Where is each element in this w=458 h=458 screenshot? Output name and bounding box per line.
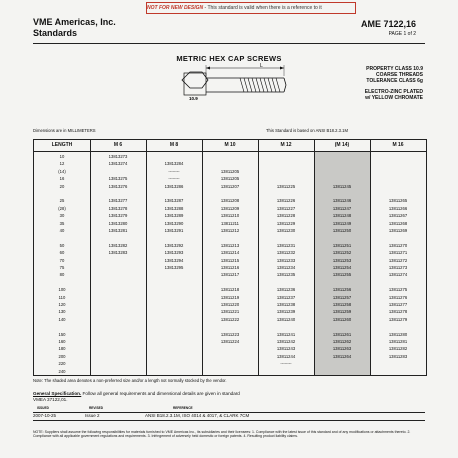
part-number-cell: 13811238 <box>276 302 296 307</box>
col-header-m10: M 10 <box>224 142 236 148</box>
part-number-cell: 13811246 <box>332 198 352 204</box>
part-number-cell: 13811236 <box>276 287 296 293</box>
part-number-cell: 13811277 <box>388 302 408 307</box>
general-spec-text: Follow all general requirements and dimensional details are given in standard <box>81 391 240 396</box>
part-number-cell: 13811240 <box>276 316 296 322</box>
part-number-cell: 13811239 <box>276 309 296 315</box>
part-number-cell: 13811279 <box>388 316 408 322</box>
part-number-cell: 13813283 <box>108 250 128 256</box>
company-name: VME Americas, Inc. <box>33 17 116 27</box>
length-cell: 140 <box>58 316 66 322</box>
length-label: L <box>260 63 263 69</box>
length-cell: 200 <box>58 353 66 359</box>
property-spec-block <box>366 66 423 84</box>
part-number-cell: 13811264 <box>332 353 352 359</box>
length-cell: 180 <box>58 346 66 352</box>
part-number-cell: 13811263 <box>332 346 352 352</box>
part-number-cell: 13811225 <box>276 183 296 189</box>
part-number-cell: 13811247 <box>332 205 352 211</box>
col-header-m8: M 8 <box>169 142 179 148</box>
part-number-cell: 13811282 <box>388 346 408 352</box>
length-cell: 20 <box>59 183 65 189</box>
part-number-cell: 13811271 <box>388 250 408 256</box>
part-number-cell: 13811280 <box>388 331 408 337</box>
part-number-cell: 13813290 <box>164 220 184 226</box>
part-number-cell: 13813287 <box>164 198 184 204</box>
part-number-cell: 13811230 <box>276 228 296 233</box>
part-number-cell: 13811260 <box>332 316 352 322</box>
plating-line-2: w/ YELLOW CHROMATE <box>365 95 423 101</box>
length-cell: 220 <box>58 361 66 367</box>
general-spec-ref: VMEA 37122,01. <box>33 396 68 402</box>
part-number-cell: 13811275 <box>388 287 408 293</box>
part-number-cell: 13811212 <box>220 228 240 233</box>
part-number-cell: 13811218 <box>220 287 240 293</box>
part-number-cell: 13811229 <box>276 220 296 226</box>
part-number-cell: 13811224 <box>220 339 240 344</box>
part-number-cell: 13811242 <box>276 339 296 344</box>
col-header-length: LENGTH <box>51 142 73 148</box>
part-number-cell: 13811251 <box>332 242 352 248</box>
part-number-cell: 13811213 <box>220 242 240 248</box>
part-number-cell: 13811222 <box>220 316 240 322</box>
part-number-cell: 13811270 <box>388 242 408 248</box>
part-number-cell: 13811261 <box>332 331 352 337</box>
part-number-cell: 13813273 <box>108 154 128 159</box>
part-number-cell: 13813291 <box>164 228 184 233</box>
part-number-cell: 13813275 <box>108 176 128 182</box>
supplier-notice: NOTE: Suppliers shall assume the following responsibilities for materials furnished to VME Americas Inc., its subsidiaries and their licensees: 1. Compliance with the latest issue of this standard and of any modifications or attachments thereto. 2. Compliance with all applicable government regulations and requirements. 3. Infringement of adversely held domestic or foreign patents. 4. Resulting product liability claims. <box>33 430 411 439</box>
length-cell: 10 <box>59 154 65 159</box>
part-number-cell: 13813295 <box>164 265 184 270</box>
part-number-cell: 13811232 <box>276 250 296 256</box>
length-cell: 70 <box>59 257 65 263</box>
part-number-cell: 13811210 <box>220 213 240 219</box>
reference-value: ANSI B18.2.3.1M, ISO 4014 & 4017, & CLARK 7CM <box>145 413 250 418</box>
part-number-cell: 13811274 <box>388 272 408 278</box>
part-number-cell: -------- <box>168 176 180 182</box>
part-number-cell: 13813286 <box>164 183 184 189</box>
part-number-cell: 13811283 <box>388 353 408 359</box>
reference-label: REFERENCE <box>173 406 193 410</box>
part-number-cell: 13811269 <box>388 228 408 233</box>
length-cell: 75 <box>59 265 65 270</box>
dimension-unit-note: Dimensions are in MILLIMETERS <box>33 128 96 133</box>
part-number-cell: 13813279 <box>108 213 128 219</box>
part-number-cell: -------- <box>168 168 180 174</box>
table-header <box>34 140 426 152</box>
general-spec-heading: General Specification. <box>33 391 82 396</box>
part-number-cell: 13811235 <box>276 272 296 278</box>
part-number-cell: 13811276 <box>388 294 408 300</box>
part-number-cell: 13811228 <box>276 213 296 219</box>
length-cell: (14) <box>58 168 66 174</box>
part-number-cell: 13811244 <box>276 353 296 359</box>
part-number-cell: 13811221 <box>220 309 240 315</box>
length-cell: 160 <box>58 339 66 344</box>
part-number-cell: 13813276 <box>108 183 128 189</box>
part-number-cell: 13811262 <box>332 339 352 344</box>
length-cell: 40 <box>59 228 65 233</box>
length-cell: 240 <box>58 368 66 374</box>
part-number-cell: 13811205 <box>220 176 240 182</box>
part-number-cell: 13811257 <box>332 294 352 300</box>
length-cell: (28) <box>58 205 66 211</box>
shaded-area-note: Note: The shaded area denotes a non-preferred size and/or a length not normally stocked by the vendor. <box>33 378 227 383</box>
part-number-cell: 13811265 <box>388 198 408 204</box>
length-cell: 50 <box>59 242 65 248</box>
part-number-cell: 13811220 <box>220 302 240 307</box>
part-number-cell: 13813289 <box>164 213 184 219</box>
part-number-cell: 13813281 <box>108 228 128 233</box>
part-number-cell: 13811252 <box>332 250 352 256</box>
col-header-m16: M 16 <box>392 142 404 148</box>
length-cell: 30 <box>59 213 65 219</box>
revised-label: REVISED <box>89 406 103 410</box>
standards-label: Standards <box>33 28 78 38</box>
plating-line-1: ELECTRO-ZINC PLATED <box>364 89 423 95</box>
part-number-cell: 13811217 <box>220 272 240 278</box>
part-number-cell: 13811223 <box>220 331 240 337</box>
company-block <box>33 17 116 39</box>
part-number-cell: 13811258 <box>332 302 352 307</box>
part-number-cell: 13811243 <box>276 346 296 352</box>
issued-label: ISSUED <box>37 406 49 410</box>
part-number-cell: 13813277 <box>108 198 128 204</box>
part-number-cell: 13811219 <box>220 294 240 300</box>
length-cell: 80 <box>59 272 65 278</box>
issued-date: 2007-10-25 <box>33 413 57 418</box>
part-number-cell: 13811214 <box>220 250 240 256</box>
part-number-cell: 13811205 <box>220 168 240 174</box>
tolerance-class: TOLERANCE CLASS 6g <box>366 78 423 84</box>
document-number: AME 7122,16 <box>360 19 416 29</box>
not-for-new-design-notice <box>146 2 356 14</box>
property-class: PROPERTY CLASS 10.9 <box>366 66 423 72</box>
header-rule <box>33 43 425 44</box>
part-number-cell: 13811233 <box>276 257 296 263</box>
part-number-table <box>33 139 427 376</box>
revision-rule-bottom <box>33 420 425 421</box>
part-number-cell: 13813293 <box>164 250 184 256</box>
part-number-cell: 13813278 <box>108 205 128 211</box>
part-number-cell: 13811254 <box>332 265 352 270</box>
part-number-cell: 13811253 <box>332 257 352 263</box>
part-number-cell: 13811249 <box>332 220 352 226</box>
length-cell: 25 <box>59 198 65 204</box>
length-cell: 60 <box>59 250 65 256</box>
part-number-cell: 13813280 <box>108 220 128 226</box>
notice-bold-text: NOT FOR NEW DESIGN <box>147 5 204 11</box>
thread-type: COARSE THREADS <box>376 72 423 78</box>
general-specification <box>33 391 240 402</box>
ansi-basis-note: This Standard is based on ANSI B18.2.3.1M <box>266 128 348 133</box>
part-number-cell: 13811216 <box>220 265 240 270</box>
part-number-cell: 13811208 <box>220 198 240 204</box>
part-number-cell: 13813282 <box>108 242 128 248</box>
plating-block <box>365 89 423 101</box>
revision-block <box>33 406 425 428</box>
part-number-cell: 13811211 <box>220 220 239 226</box>
part-number-cell: 13811241 <box>276 331 296 337</box>
length-cell: 100 <box>58 287 66 293</box>
part-number-cell: -------- <box>280 361 292 367</box>
part-number-cell: 13813284 <box>164 161 184 167</box>
length-cell: 16 <box>59 176 65 182</box>
col-header-m14: (M 14) <box>334 142 350 148</box>
page-indicator: PAGE 1 of 2 <box>388 31 416 37</box>
part-number-cell: 13811209 <box>220 205 240 211</box>
part-number-cell: 13811248 <box>332 213 352 219</box>
part-number-cell: 13811272 <box>388 257 408 263</box>
part-number-cell: 13811215 <box>220 257 240 263</box>
length-cell: 130 <box>58 309 66 315</box>
part-number-cell: 13813288 <box>164 205 184 211</box>
part-number-cell: 13811278 <box>388 309 408 315</box>
notice-rest-text: - This standard is valid when there is a reference to it <box>203 5 322 11</box>
part-number-cell: 13813294 <box>164 257 184 263</box>
revised-value: Issue 2 <box>85 413 100 418</box>
part-number-cell: 13811273 <box>388 265 408 270</box>
length-cell: 120 <box>58 302 66 307</box>
length-cell: 12 <box>59 161 65 167</box>
length-cell: 110 <box>58 294 66 300</box>
part-number-cell: 13811281 <box>388 339 408 344</box>
col-header-m12: M 12 <box>280 142 292 148</box>
part-number-cell: 13811245 <box>332 183 352 189</box>
length-cell: 150 <box>58 331 66 337</box>
part-number-cell: 13811234 <box>276 265 296 270</box>
part-number-cell: 13811268 <box>388 220 408 226</box>
part-number-cell: 13811255 <box>332 272 352 278</box>
length-cell: 35 <box>59 220 65 226</box>
part-number-cell: 13811256 <box>332 287 352 293</box>
part-number-cell: 13811227 <box>276 205 296 211</box>
part-number-cell: 13813292 <box>164 242 184 248</box>
part-number-cell: 13811231 <box>276 242 296 248</box>
col-header-m6: M 6 <box>113 142 123 148</box>
part-number-cell: 13811250 <box>332 228 352 233</box>
grade-mark: 10.9 <box>189 96 198 101</box>
part-number-cell: 13811266 <box>388 205 408 211</box>
part-number-cell: 13813274 <box>108 161 128 167</box>
document-number-block <box>361 19 416 39</box>
part-number-cell: 13811267 <box>388 213 408 219</box>
part-number-cell: 13811259 <box>332 309 352 315</box>
part-number-cell: 13811207 <box>220 183 240 189</box>
part-number-cell: 13811237 <box>276 294 296 300</box>
hex-cap-screw-drawing <box>176 62 296 112</box>
part-number-cell: 13811226 <box>276 198 296 204</box>
page-title: METRIC HEX CAP SCREWS <box>176 54 282 63</box>
